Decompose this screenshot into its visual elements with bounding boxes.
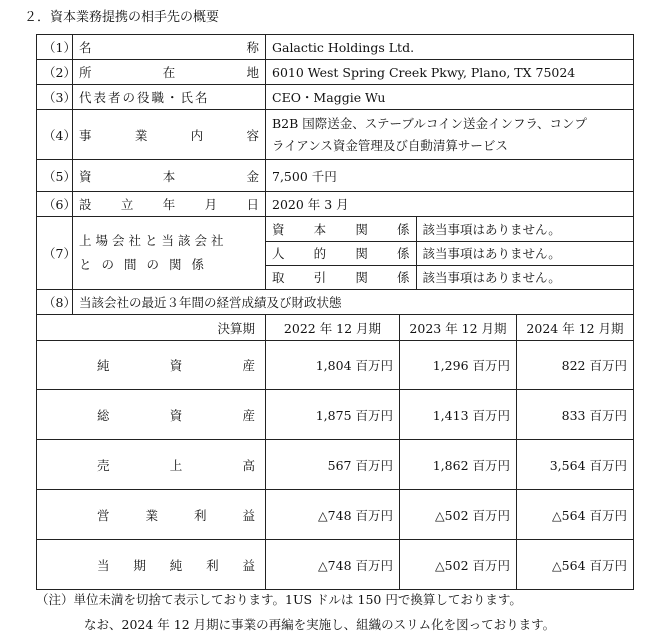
established-date: 2020 年 3 月 bbox=[266, 192, 634, 217]
row-representative bbox=[37, 85, 634, 110]
financial-row-label: 純 資 産 bbox=[37, 341, 266, 390]
company-name: Galactic Holdings Ltd. bbox=[266, 35, 634, 60]
financial-value: 1,875 百万円 bbox=[266, 390, 400, 440]
financial-title: 当該会社の最近３年間の経営成績及び財政状態 bbox=[73, 290, 634, 315]
row-label: 資 本 金 bbox=[73, 160, 266, 192]
row-capital bbox=[37, 160, 634, 192]
row-number: （5） bbox=[37, 160, 73, 192]
relationship-item bbox=[266, 265, 633, 289]
row-relationship bbox=[37, 217, 634, 290]
financial-header-row bbox=[37, 315, 634, 341]
relationship-type: 資 本 関 係 bbox=[266, 217, 416, 241]
row-number: （1） bbox=[37, 35, 73, 60]
period-header: 2022 年 12 月期 bbox=[266, 315, 400, 341]
relationship-value: 該当事項はありません。 bbox=[416, 265, 633, 289]
relationship-label bbox=[73, 217, 266, 290]
relationship-item bbox=[266, 217, 633, 241]
financial-value: 567 百万円 bbox=[266, 440, 400, 490]
row-label: 代表者の役職・氏名 bbox=[73, 85, 266, 110]
financial-value: 3,564 百万円 bbox=[517, 440, 634, 490]
financial-value: △564 百万円 bbox=[517, 540, 634, 590]
financial-row-operating-income bbox=[37, 490, 634, 540]
financial-value: 1,804 百万円 bbox=[266, 341, 400, 390]
financial-row-label: 当 期 純 利 益 bbox=[37, 540, 266, 590]
row-established bbox=[37, 192, 634, 217]
financial-value: △748 百万円 bbox=[266, 540, 400, 590]
row-label: 所 在 地 bbox=[73, 60, 266, 85]
relationship-type: 人 的 関 係 bbox=[266, 241, 416, 265]
row-number: （8） bbox=[37, 290, 73, 315]
representative: CEO・Maggie Wu bbox=[266, 85, 634, 110]
financial-value: △748 百万円 bbox=[266, 490, 400, 540]
financial-value: △502 百万円 bbox=[400, 540, 517, 590]
financial-row-label: 総 資 産 bbox=[37, 390, 266, 440]
note-line-1: （注）単位未満を切捨て表示しております。1US ドルは 150 円で換算しております。 bbox=[36, 592, 522, 607]
note-line-2: なお、2024 年 12 月期に事業の再編を実施し、組織のスリム化を図っております。 bbox=[84, 617, 556, 632]
row-financial-title bbox=[37, 290, 634, 315]
relationship-type: 取 引 関 係 bbox=[266, 265, 416, 289]
relationship-label-line-2: との間の関係 bbox=[79, 257, 215, 272]
financial-value: 1,296 百万円 bbox=[400, 341, 517, 390]
period-header: 2024 年 12 月期 bbox=[517, 315, 634, 341]
row-number: （6） bbox=[37, 192, 73, 217]
row-label: 設 立 年 月 日 bbox=[73, 192, 266, 217]
financial-row-sales bbox=[37, 440, 634, 490]
company-address: 6010 West Spring Creek Pkwy, Plano, TX 75024 bbox=[266, 60, 634, 85]
relationship-value: 該当事項はありません。 bbox=[416, 217, 633, 241]
business-description bbox=[266, 110, 634, 160]
relationship-detail bbox=[266, 217, 634, 290]
period-label: 決算期 bbox=[37, 315, 266, 341]
financial-row-net-income bbox=[37, 540, 634, 590]
business-line-2: ライアンス資金管理及び自動清算サービス bbox=[272, 137, 508, 153]
row-label: 事 業 内 容 bbox=[73, 110, 266, 160]
financial-value: 1,413 百万円 bbox=[400, 390, 517, 440]
row-label: 名 称 bbox=[73, 35, 266, 60]
row-number: （7） bbox=[37, 217, 73, 290]
financial-row-label: 営 業 利 益 bbox=[37, 490, 266, 540]
relationship-item bbox=[266, 241, 633, 265]
financial-value: △564 百万円 bbox=[517, 490, 634, 540]
row-address bbox=[37, 60, 634, 85]
section-heading: ２．資本業務提携の相手先の概要 bbox=[24, 10, 220, 25]
financial-value: 1,862 百万円 bbox=[400, 440, 517, 490]
financial-row-net-assets bbox=[37, 341, 634, 390]
business-line-1: B2B 国際送金、ステーブルコイン送金インフラ、コンプ bbox=[272, 115, 588, 131]
capital: 7,500 千円 bbox=[266, 160, 634, 192]
row-number: （4） bbox=[37, 110, 73, 160]
financial-value: 822 百万円 bbox=[517, 341, 634, 390]
period-header: 2023 年 12 月期 bbox=[400, 315, 517, 341]
relationship-label-line-1: 上場会社と当該会社 bbox=[79, 233, 228, 248]
financial-value: 833 百万円 bbox=[517, 390, 634, 440]
financial-value: △502 百万円 bbox=[400, 490, 517, 540]
row-number: （3） bbox=[37, 85, 73, 110]
row-number: （2） bbox=[37, 60, 73, 85]
financial-row-label: 売 上 高 bbox=[37, 440, 266, 490]
financial-row-total-assets bbox=[37, 390, 634, 440]
row-name bbox=[37, 35, 634, 60]
company-overview-table bbox=[36, 34, 634, 590]
relationship-value: 該当事項はありません。 bbox=[416, 241, 633, 265]
row-business bbox=[37, 110, 634, 160]
relationship-subtable bbox=[266, 217, 633, 289]
